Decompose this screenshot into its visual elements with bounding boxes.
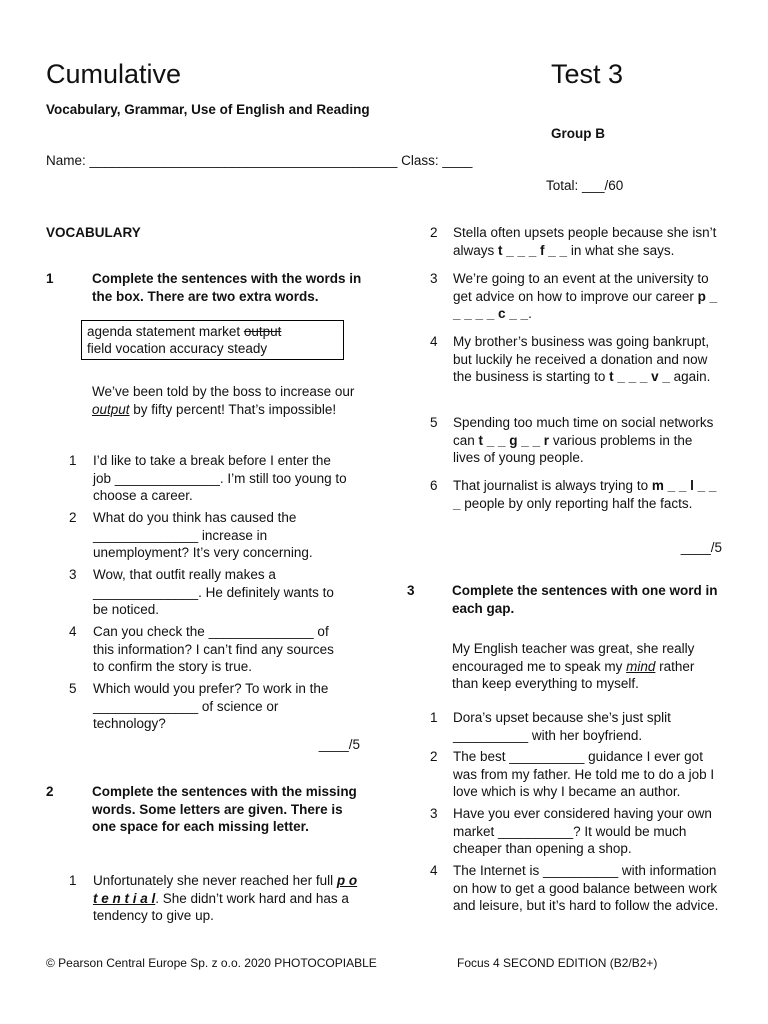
- word-box-line1: agenda statement market: [87, 324, 244, 339]
- task1-instruction: Complete the sentences with the words in the box. There are two extra words.: [92, 271, 362, 304]
- item-text-end: people by only reporting half the facts.: [460, 495, 693, 511]
- task3-instruction: Complete the sentences with one word in each gap.: [452, 583, 718, 616]
- list-item: [453, 477, 723, 512]
- list-item-number: 5: [430, 415, 438, 430]
- word-box-line2: field vocation accuracy steady: [87, 341, 268, 356]
- example-answer: output: [92, 401, 130, 417]
- item-answer: p o t e n t i a l: [93, 873, 358, 906]
- item-text: Spending too much time on social networks can: [453, 415, 714, 448]
- item-text: That journalist is always trying to: [453, 478, 652, 493]
- list-item-number: 2: [430, 749, 438, 764]
- list-item-number: 1: [69, 873, 77, 888]
- list-item-number: 6: [430, 478, 438, 493]
- item-text: Stella often upsets people because she isn’t always: [453, 225, 717, 258]
- list-item: [453, 270, 723, 323]
- item-text-end: . She didn’t work hard and has a tendency to give up.: [93, 890, 349, 923]
- item-clue: t _ _ _ v _: [609, 369, 670, 384]
- title-right: Test 3: [551, 59, 624, 89]
- list-item-number: 4: [430, 863, 438, 878]
- list-item: [93, 872, 358, 925]
- task2-score: ____/5: [680, 540, 722, 555]
- list-item: [453, 333, 723, 386]
- list-item-text: What do you think has caused the ______________ increase in unemployment? It’s very concerning.: [93, 510, 313, 560]
- list-item: [453, 414, 715, 467]
- item-text-end: in what she says.: [567, 242, 675, 258]
- section-heading-vocabulary: VOCABULARY: [46, 225, 141, 240]
- list-item-text: The Internet is __________ with information on how to get a good balance between work and leisure, but it’s hard to follow the advice.: [453, 863, 719, 913]
- item-text: Unfortunately she never reached her full: [93, 873, 337, 888]
- subtitle: Vocabulary, Grammar, Use of English and Reading: [46, 102, 370, 117]
- list-item-text: I’d like to take a break before I enter the job ______________. I’m still too young to choose a career.: [93, 453, 347, 503]
- item-clue: p _ _ _ _ _ c _ _: [453, 288, 718, 321]
- title-left: Cumulative: [46, 59, 182, 89]
- item-clue: m _ _ l _ _ _: [453, 478, 717, 511]
- list-item-number: 1: [430, 710, 438, 725]
- word-box: [81, 320, 344, 360]
- item-text-end: again.: [669, 369, 711, 384]
- example-text-end: rather than keep everything to myself.: [452, 658, 695, 691]
- list-item-number: 1: [69, 453, 77, 468]
- list-item-text: Can you check the ______________ of this information? I can’t find any sources to confirm the story is true.: [93, 624, 334, 674]
- list-item-number: 3: [69, 567, 77, 582]
- example-text: My English teacher was great, she really encouraged me to speak my: [452, 641, 695, 674]
- example-answer: mind: [626, 658, 656, 674]
- group-label: Group B: [551, 126, 605, 141]
- list-item-number: 4: [69, 624, 77, 639]
- item-text: My brother’s business was going bankrupt, but luckily he received a donation and now the business is starting to: [453, 334, 710, 384]
- name-class-line: Name: _________________________________________ Class: ____: [46, 153, 473, 168]
- task1-example: [92, 383, 357, 418]
- list-item-number: 3: [430, 271, 438, 286]
- list-item-number: 2: [69, 510, 77, 525]
- task1-score: ____/5: [318, 737, 360, 752]
- list-item-number: 4: [430, 334, 438, 349]
- task3-example: [452, 640, 720, 693]
- task2-number: 2: [46, 784, 54, 799]
- total-line: Total: ___/60: [546, 178, 624, 193]
- list-item-text: Dora’s upset because she’s just split __________ with her boyfriend.: [453, 710, 671, 743]
- list-item-text: Have you ever considered having your own market __________? It would be much cheaper than opening a shop.: [453, 806, 712, 856]
- list-item-number: 5: [69, 681, 77, 696]
- item-text: We’re going to an event at the university to get advice on how to improve our career: [453, 271, 709, 304]
- footer-copyright: © Pearson Central Europe Sp. z o.o. 2020 PHOTOCOPIABLE: [46, 956, 377, 970]
- word-box-struck-word: output: [243, 324, 282, 339]
- task1-number: 1: [46, 271, 54, 286]
- list-item: [453, 224, 733, 259]
- footer-edition: Focus 4 SECOND EDITION (B2/B2+): [457, 956, 658, 970]
- list-item-text: The best __________ guidance I ever got was from my father. He told me to do a job I love which is why I became an author.: [453, 749, 715, 799]
- list-item-text: Wow, that outfit really makes a ______________. He definitely wants to be noticed.: [93, 567, 334, 617]
- task3-number: 3: [407, 583, 415, 598]
- task2-instruction: Complete the sentences with the missing words. Some letters are given. There is one space for each missing letter.: [92, 784, 357, 834]
- example-text: We’ve been told by the boss to increase our: [92, 384, 355, 399]
- list-item-text: Which would you prefer? To work in the ______________ of science or technology?: [93, 681, 329, 731]
- item-clue: t _ _ g _ _ r: [478, 432, 550, 448]
- item-text-end: .: [528, 306, 532, 321]
- list-item-number: 2: [430, 225, 438, 240]
- item-text-end: various problems in the lives of young people.: [453, 432, 693, 465]
- example-text-end: by fifty percent! That’s impossible!: [129, 401, 337, 417]
- list-item-number: 3: [430, 806, 438, 821]
- item-clue: t _ _ _ f _ _: [498, 242, 568, 258]
